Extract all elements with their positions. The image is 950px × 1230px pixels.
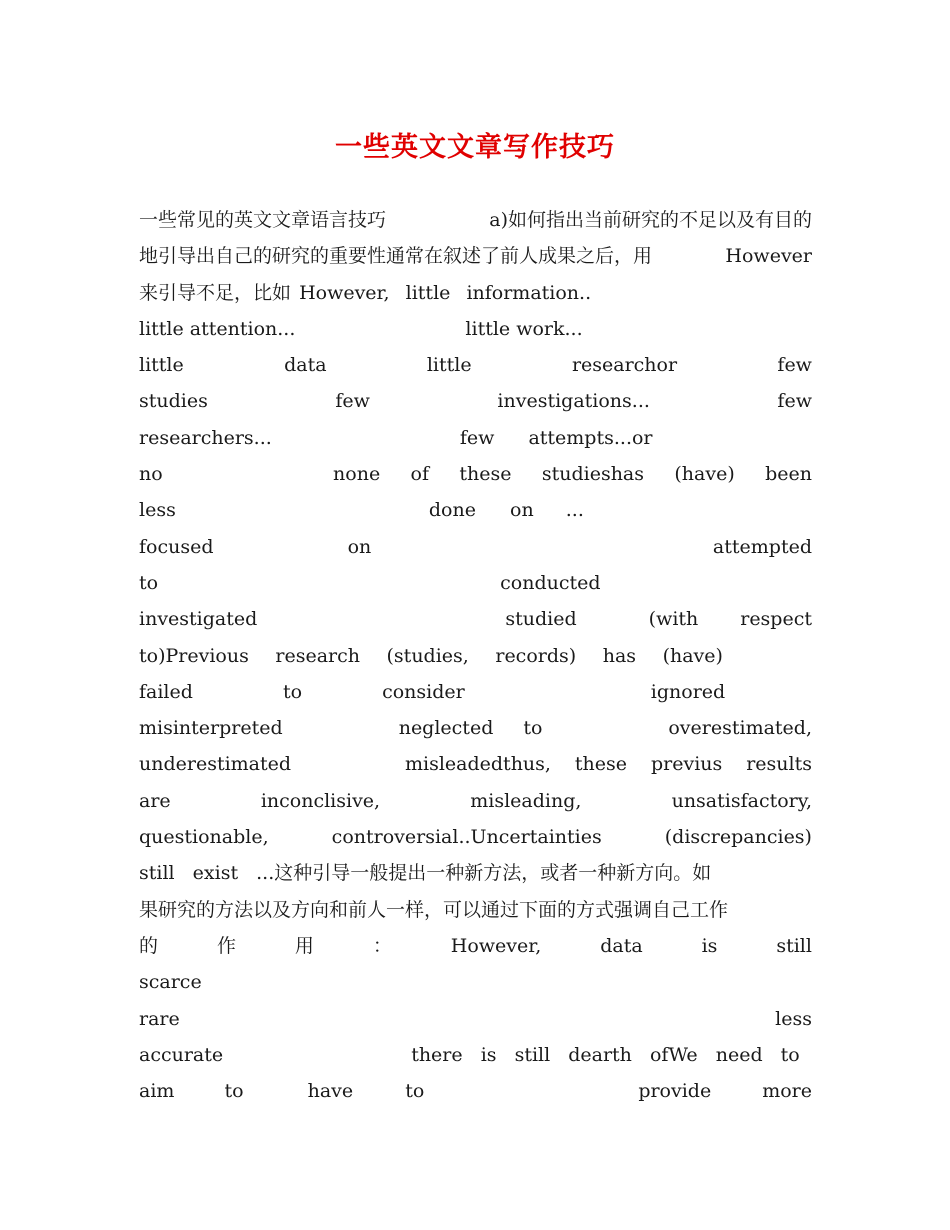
text-word: these (459, 463, 512, 486)
text-word: accurate (139, 1043, 224, 1066)
text-word: no (139, 463, 163, 486)
text-word: on (347, 535, 372, 558)
text-line (139, 638, 723, 674)
text-word: few (335, 390, 370, 413)
text-line (139, 275, 812, 311)
text-word: to (523, 717, 543, 740)
text-word: investigations... (497, 390, 650, 413)
text-word: underestimated (139, 753, 292, 776)
text-word: conducted (500, 571, 601, 594)
text-line (139, 383, 812, 419)
text-word: on (510, 499, 534, 522)
text-line (139, 1037, 812, 1073)
text-word: 果研究的方法以及方向和前人一样，可以通过下面的方式强调自己工作 (139, 898, 729, 921)
text-line (139, 783, 812, 819)
text-word: (with (648, 608, 699, 631)
text-word: little work... (465, 317, 583, 340)
text-word: researchor (571, 354, 678, 377)
text-word: 地引导出自己的研究的重要性通常在叙述了前人成果之后，用 (139, 245, 653, 268)
text-word: neglected (398, 717, 494, 740)
text-line (139, 311, 812, 347)
text-word: more (762, 1080, 812, 1103)
text-word: little attention... (139, 317, 296, 340)
text-word: to (139, 571, 159, 594)
text-word: none (333, 463, 381, 486)
text-word: still (514, 1043, 551, 1066)
text-word: (discrepancies) (664, 826, 812, 849)
text-word: attempts...or (528, 426, 653, 449)
text-word: records) (495, 644, 577, 667)
text-word: few (459, 426, 495, 449)
text-line (139, 1001, 812, 1037)
text-word: is (480, 1043, 497, 1066)
text-word: questionable, (139, 826, 269, 849)
text-word: less (775, 1007, 812, 1030)
text-line (139, 420, 812, 456)
text-word: results (746, 753, 812, 776)
text-word: a)如何指出当前研究的不足以及有目的 (489, 209, 812, 231)
text-word: provide (638, 1080, 712, 1103)
text-word: studieshas (541, 463, 645, 486)
text-word: research (275, 644, 360, 667)
text-word: ofWe (649, 1043, 698, 1066)
text-word: little (139, 354, 184, 377)
text-word: ...这种引导一般提出一种新方法，或者一种新方向。如 (256, 862, 712, 885)
text-word: done (428, 499, 476, 522)
text-line (139, 1073, 812, 1109)
text-word: still (776, 934, 812, 957)
text-word: failed (139, 680, 193, 703)
text-word: ... (565, 499, 584, 522)
text-word: is (701, 934, 718, 957)
text-word: has (602, 644, 637, 667)
text-word: data (284, 354, 327, 377)
text-line (139, 529, 812, 565)
text-word: misinterpreted (139, 717, 283, 740)
text-line (139, 347, 812, 383)
text-word: information.. (466, 281, 592, 304)
text-word: (have) (662, 644, 723, 667)
text-line (139, 601, 812, 637)
text-word: of (410, 463, 430, 486)
text-word: However, (299, 281, 390, 304)
text-word: data (600, 934, 643, 957)
text-line (139, 456, 812, 492)
text-line (139, 674, 812, 710)
text-line (139, 238, 812, 274)
text-line (139, 819, 812, 855)
text-word: dearth (568, 1043, 632, 1066)
text-word: studied (505, 608, 577, 631)
text-word: 来引导不足，比如 (139, 281, 292, 304)
text-word: overestimated, (668, 717, 812, 740)
text-word: few (777, 354, 812, 377)
text-word: However (725, 245, 812, 268)
text-word: respect (740, 608, 812, 631)
text-word: consider (382, 680, 465, 703)
text-word: are (139, 789, 171, 812)
text-word: attempted (712, 535, 812, 558)
text-word: focused (139, 535, 214, 558)
text-word: controversial..Uncertainties (331, 826, 602, 849)
text-line (139, 928, 812, 964)
text-word: previus (650, 753, 723, 776)
text-word: misleading, (470, 789, 582, 812)
text-word: studies (139, 390, 208, 413)
text-word: there (411, 1043, 463, 1066)
text-word: misleadedthus, (405, 753, 551, 776)
text-line (139, 964, 812, 1000)
text-word: little (426, 354, 472, 377)
text-line (139, 202, 812, 238)
text-word: scarce (139, 971, 202, 994)
text-word: rare (139, 1007, 180, 1030)
text-word: to)Previous (139, 644, 249, 667)
text-word: to (224, 1080, 244, 1103)
text-word: 一些常见的英文文章语言技巧 (139, 209, 387, 231)
text-word: less (139, 499, 176, 522)
text-line (139, 492, 812, 528)
text-line (139, 746, 812, 782)
text-word: few (777, 390, 812, 413)
text-word: 作 (216, 934, 236, 957)
text-word: to (282, 680, 303, 703)
text-word: 用 (294, 934, 314, 957)
text-word: ignored (650, 680, 726, 703)
text-word: have (307, 1080, 354, 1103)
text-word: been (765, 463, 812, 486)
text-word: investigated (139, 608, 258, 631)
text-word: researchers... (139, 426, 272, 449)
text-word: (have) (674, 463, 735, 486)
text-word: ： (372, 934, 392, 957)
text-line (139, 710, 812, 746)
document-body (139, 202, 812, 1109)
text-word: these (574, 753, 628, 776)
text-word: 的 (139, 934, 159, 957)
text-word: to (780, 1043, 800, 1066)
text-word: inconclisive, (260, 789, 381, 812)
text-word: (studies, (386, 644, 469, 667)
text-word: exist (192, 862, 239, 885)
text-line (139, 892, 812, 928)
text-word: need (715, 1043, 763, 1066)
text-word: still (139, 862, 175, 885)
text-word: aim (139, 1080, 175, 1103)
text-line (139, 565, 812, 601)
text-line (139, 855, 812, 891)
text-word: to (405, 1080, 425, 1103)
text-word: unsatisfactory, (671, 789, 812, 812)
text-word: However, (450, 934, 542, 957)
text-word: little (405, 281, 451, 304)
document-title: 一些英文文章写作技巧 (335, 132, 615, 163)
